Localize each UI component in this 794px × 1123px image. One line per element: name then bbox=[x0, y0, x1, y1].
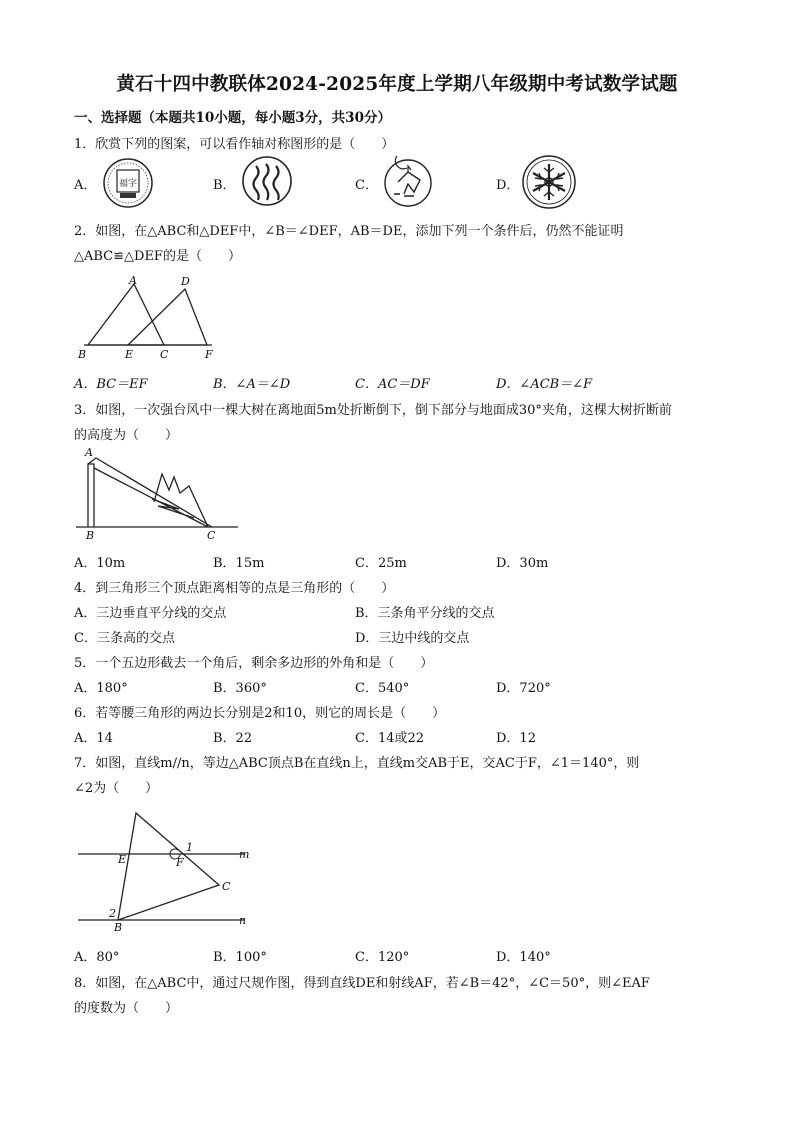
q7-line-n: n bbox=[239, 914, 247, 927]
q2-option-a: A．BC＝EF bbox=[74, 377, 148, 392]
q6-stem: 6．若等腰三角形的两边长分别是2和10，则它的周长是（ ） bbox=[74, 706, 446, 721]
q2-point-a: A bbox=[129, 274, 137, 287]
q4-option-b: B．三条角平分线的交点 bbox=[355, 606, 495, 621]
q7-option-b: B．100° bbox=[213, 950, 267, 965]
q7-option-c: C．120° bbox=[355, 950, 410, 965]
q5-option-b: B．360° bbox=[213, 681, 267, 696]
q7-point-c: C bbox=[222, 880, 231, 893]
q5-option-d: D．720° bbox=[496, 681, 551, 696]
q1-bird-image bbox=[380, 156, 442, 206]
q7-point-b: B bbox=[114, 921, 123, 934]
q3-point-c: C bbox=[207, 529, 216, 542]
q1-snowflake-image bbox=[521, 155, 577, 209]
q7-stem-line1: 7．如图，直线m//n，等边△ABC顶点B在直线n上，直线m交AB于E，交AC于F，∠1＝140°，则 bbox=[74, 756, 640, 771]
q3-point-a: A bbox=[85, 446, 93, 459]
q6-option-d: D．12 bbox=[496, 731, 536, 746]
section-heading: 一、选择题（本题共10小题，每小题3分，共30分） bbox=[74, 110, 391, 126]
q3-stem-line1: 3．如图，一次强台风中一棵大树在离地面5m处折断倒下，倒下部分与地面成30°夹角，这棵大树折断前 bbox=[74, 403, 672, 418]
q4-option-d: D．三边中线的交点 bbox=[355, 631, 470, 646]
q2-point-e: E bbox=[125, 348, 134, 361]
q1-wave-image bbox=[236, 156, 298, 206]
q1-option-d-label: D． bbox=[496, 178, 520, 193]
q3-option-c: C．25m bbox=[355, 556, 407, 571]
q6-option-c: C．14或22 bbox=[355, 731, 425, 746]
q2-stem-line2: △ABC≌△DEF的是（ ） bbox=[74, 249, 241, 264]
q2-point-d: D bbox=[181, 275, 190, 288]
q2-option-d: D．∠ACB＝∠F bbox=[496, 377, 593, 392]
q3-stem-line2: 的高度为（ ） bbox=[74, 428, 179, 443]
q3-option-a: A．10m bbox=[74, 556, 126, 571]
q2-point-c: C bbox=[160, 348, 169, 361]
q7-line-m: m bbox=[239, 848, 250, 861]
q3-option-d: D．30m bbox=[496, 556, 549, 571]
q5-option-a: A．180° bbox=[74, 681, 128, 696]
q3-point-b: B bbox=[86, 529, 95, 542]
q7-point-e: E bbox=[118, 853, 127, 866]
q1-stem: 1．欣赏下列的图案，可以看作轴对称图形的是（ ） bbox=[74, 137, 395, 152]
q2-option-b: B．∠A＝∠D bbox=[213, 377, 291, 392]
q5-option-c: C．540° bbox=[355, 681, 410, 696]
q3-tree-figure bbox=[74, 444, 244, 540]
q8-stem-line1: 8．如图，在△ABC中，通过尺规作图，得到直线DE和射线AF，若∠B＝42°，∠C＝50°，则∠EAF bbox=[74, 976, 650, 991]
q3-option-b: B．15m bbox=[213, 556, 265, 571]
q5-stem: 5．一个五边形截去一个角后，剩余多边形的外角和是（ ） bbox=[74, 656, 434, 671]
q7-angle-1: 1 bbox=[186, 841, 193, 854]
q7-point-f: F bbox=[176, 856, 184, 869]
q7-option-d: D．140° bbox=[496, 950, 551, 965]
q1-seal-image bbox=[98, 158, 158, 208]
q1-option-b-label: B． bbox=[213, 178, 236, 193]
page-title: 黄石十四中教联体2024-2025年度上学期八年级期中考试数学试题 bbox=[116, 74, 678, 95]
q7-angle-2: 2 bbox=[109, 907, 116, 920]
q1-option-c-label: C． bbox=[355, 178, 378, 193]
q6-option-b: B．22 bbox=[213, 731, 253, 746]
q1-option-a-label: A． bbox=[74, 178, 97, 193]
q8-stem-line2: 的度数为（ ） bbox=[74, 1001, 179, 1016]
q2-option-c: C．AC＝DF bbox=[355, 377, 430, 392]
q7-option-a: A．80° bbox=[74, 950, 120, 965]
q7-parallel-lines-figure bbox=[76, 810, 256, 936]
q6-option-a: A．14 bbox=[74, 731, 113, 746]
q2-triangles-figure bbox=[74, 272, 234, 364]
q2-stem-line1: 2．如图，在△ABC和△DEF中，∠B＝∠DEF，AB＝DE，添加下列一个条件后，仍然不能证明 bbox=[74, 224, 624, 239]
q4-option-a: A．三边垂直平分线的交点 bbox=[74, 606, 227, 621]
q7-stem-line2: ∠2为（ ） bbox=[74, 781, 159, 796]
seal-text: 福字 bbox=[118, 179, 138, 189]
q4-stem: 4．到三角形三个顶点距离相等的点是三角形的（ ） bbox=[74, 581, 395, 596]
q4-option-c: C．三条高的交点 bbox=[74, 631, 175, 646]
q2-point-b: B bbox=[78, 348, 87, 361]
q2-point-f: F bbox=[205, 348, 213, 361]
